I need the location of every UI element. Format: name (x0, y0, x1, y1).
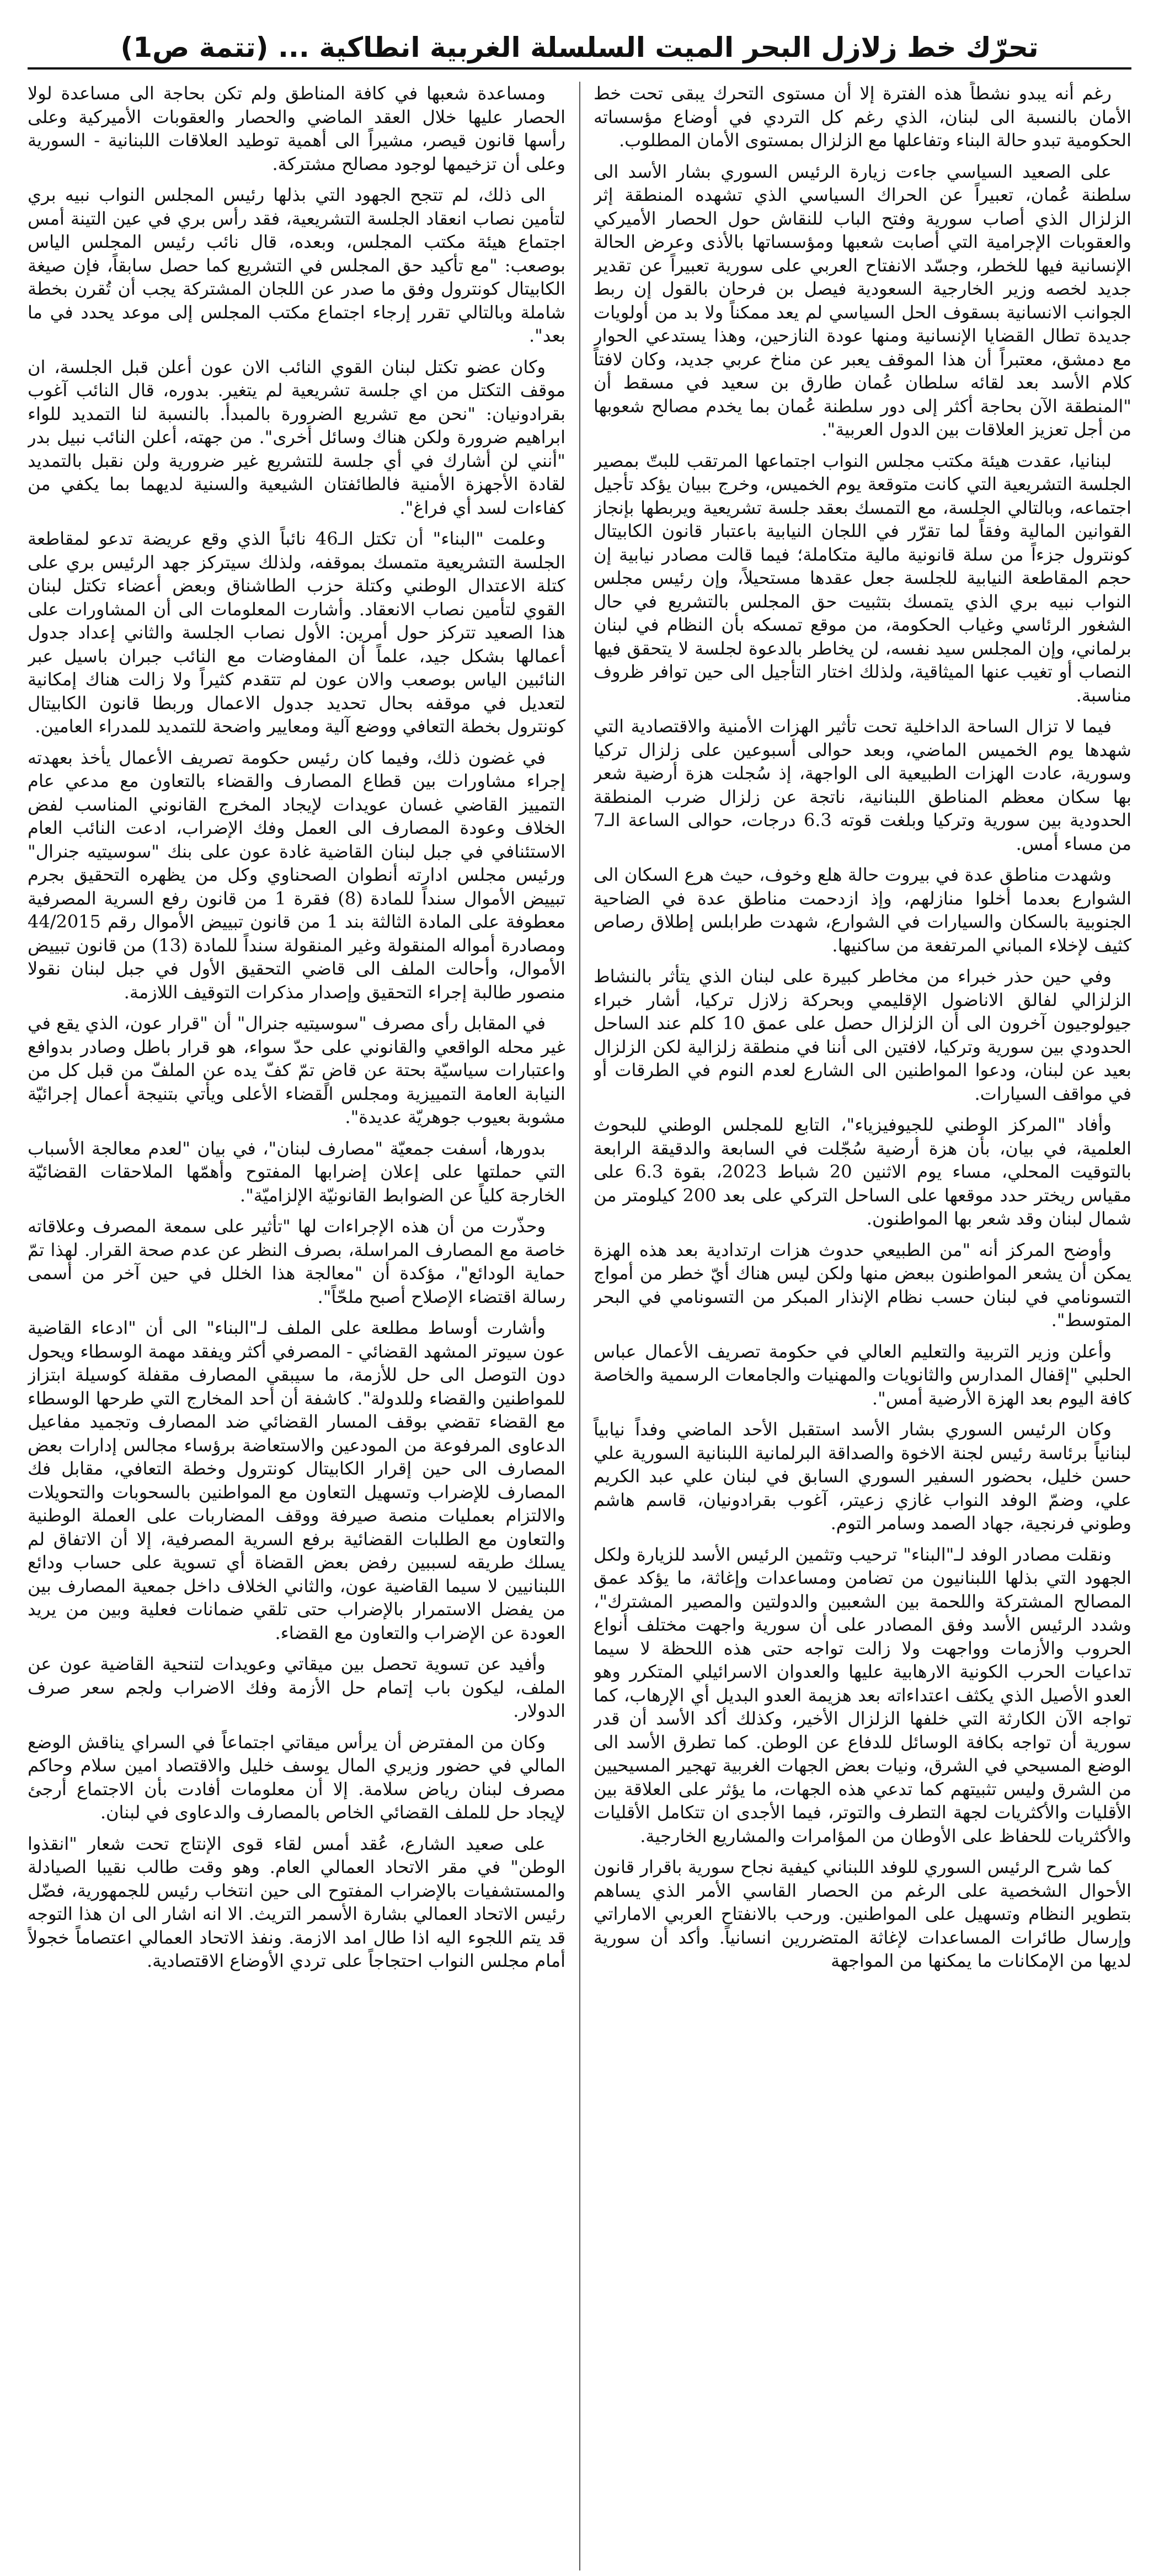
article-column-right (594, 82, 1131, 2570)
left-paragraph: وكان عضو تكتل لبنان القوي النائب الان عون أعلن قبل الجلسة، ان موقف التكتل من اي جلسة تشريعية لم يتغير. بدوره، قال النائب آغوب بقرادونيان: "نحن مع تشريع الضرورة بالمبدأ. بالنسبة لنا التمديد للواء ابراهيم ضرورة ولكن هناك وسائل أخرى". من جهته، أعلن النائب نبيل بدر "أنني لن أشارك في أي جلسة للتشريع غير ضرورية ولن نقبل بالتمديد لقادة الأجهزة الأمنية فالطائفتان الشيعية والسنية لديهما بما يكفي من كفاءات لسد أي فراغ". (28, 356, 565, 518)
right-paragraph: لبنانيا، عقدت هيئة مكتب مجلس النواب اجتماعها المرتقب للبتّ بمصير الجلسة التشريعية التي كانت متوقعة يوم الخميس، وخرج ببيان يؤكد تأجيل اجتماعه، وبالتالي الجلسة، مع التمسك بعقد جلسة تشريعية ويربطها بإنجاز القوانين المالية وفقاً لما تقرّر في اللجان النيابية باعتبار قانون الكابيتال كونترول جزءاً من سلة قانونية مالية متكاملة؛ فيما قالت مصادر نيابية إن حجم المقاطعة النيابية للجلسة جعل عقدها مستحيلاً، وإن رئيس مجلس النواب نبيه بري الذي يتمسك بتثبيت حق المجلس بالتشريع في حال الشغور الرئاسي وغياب الحكومة، من موقع تمسكه بأن النظام في لبنان برلماني، وإن المجلس سيد نفسه، لن يخاطر بالدعوة لجلسة لا يتحقق فيها النصاب أو تغيب عنها الميثاقية، ولذلك اختار التأجيل الى حين توافر ظروف مناسبة. (594, 450, 1131, 706)
left-paragraph: بدورها، أسفت جمعيّة "مصارف لبنان"، في بيان "لعدم معالجة الأسباب التي حملتها على إعلان إضرابها المفتوح وأهمّها الملاحقات القضائيّة الخارجة كلياً عن الضوابط القانونيّة الإلزاميّة". (28, 1137, 565, 1206)
left-paragraph: وحذّرت من أن هذه الإجراءات لها "تأثير على سمعة المصرف وعلاقاته خاصة مع المصارف المراسلة، بصرف النظر عن عدم صحة القرار. لهذا تمّ حماية الودائع"، مؤكدة أن "معالجة هذا الخلل في حين آخر من أسمى رسالة اقتضاء الإصلاح أصبح ملحّاً". (28, 1216, 565, 1307)
left-paragraph: وكان من المفترض أن يرأس ميقاتي اجتماعاً في السراي يناقش الوضع المالي في حضور وزيري المال يوسف خليل والاقتصاد امين سلام وحاكم مصرف لبنان رياض سلامة. إلا أن معلومات أفادت بأن الاجتماع أرجئ لإيجاد حل للملف القضائي الخاص بالمصارف والدعاوى في لبنان. (28, 1731, 565, 1823)
right-paragraph: وشهدت مناطق عدة في بيروت حالة هلع وخوف، حيث هرع السكان الى الشوارع بعدما أخلوا منازلهم، وإذ ازدحمت مناطق عدة في الضاحية الجنوبية بالسكان والسيارات في الشوارع، شهدت طرابلس إطلاق رصاص كثيف لإخلاء المباني المرتفعة من ساكنيها. (594, 864, 1131, 956)
left-paragraph: ومساعدة شعبها في كافة المناطق ولم تكن بحاجة الى مساعدة لولا الحصار عليها خلال العقد الماضي والحصار والعقوبات الأميركية وعلى رأسها قانون قيصر، مشيراً الى أهمية توطيد العلاقات اللبنانية - السورية وعلى أن تزخيمها لوجود مصالح مشتركة. (28, 83, 565, 174)
headline-text: تحرّك خط زلازل البحر الميت السلسلة الغربية انطاكية ... (تتمة ص1) (120, 31, 1039, 63)
left-paragraph: وأفيد عن تسوية تحصل بين ميقاتي وعويدات لتنحية القاضية عون عن الملف، ليكون باب إتمام حل الأزمة وفك الاضراب ولجم سعر صرف الدولار. (28, 1653, 565, 1721)
right-paragraph: ونقلت مصادر الوفد لـ"البناء" ترحيب وتثمين الرئيس الأسد للزيارة ولكل الجهود التي بذلها اللبنانيون من تضامن ومساعدات وإغاثة، ما يؤكد عمق المصالح المشتركة واللحمة بين الشعبين والدولتين والمصير المشترك"، وشدد الرئيس الأسد وفق المصادر على أن سورية واجهت مختلف أنواع الحروب والأزمات وواجهت ولا زالت تواجه حتى هذه اللحظة لا سيما تداعيات الحرب الكونية الارهابية عليها والعدوان الاسرائيلي المتكرر وهو العدو الأصيل الذي يكثف اعتداءاته بعد هزيمة العدو البديل أي الإرهاب، كما تواجه الآن الكارثة التي خلفها الزلزال الأخير، وكذلك أكد الأسد أن قدر سورية أن تواجه بكافة الوسائل للدفاع عن الوطن. كما تطرق الأسد الى الوضع المسيحي في الشرق، ونيات بعض الجهات الغربية تهجير المسيحيين من الشرق وليس تثبيتهم كما تدعي هذه الجهات، ما يؤثر على العلاقة بين الأقليات والأكثريات لجهة التطرف والتوتر، فيما الأجدى ان تتكامل الأقليات والأكثريات للحفاظ على الأوطان من المؤامرات والمشاريع الخارجية. (594, 1544, 1131, 1846)
left-paragraph: على صعيد الشارع، عُقد أمس لقاء قوى الإنتاج تحت شعار "انقذوا الوطن" في مقر الاتحاد العمالي العام. وهو وقت طالب نقيبا الصيادلة والمستشفيات بالإضراب المفتوح الى حين انتخاب رئيس للجمهورية، فضّل رئيس الاتحاد العمالي بشارة الأسمر التريث. الا انه اشار الى ان هذا التوجه قد يتم اللجوء اليه اذا طال امد الازمة. ونفذ الاتحاد العمالي اعتصاماً خجولاً أمام مجلس النواب احتجاجاً على تردي الأوضاع الاقتصادية. (28, 1833, 565, 1971)
right-paragraph: وأعلن وزير التربية والتعليم العالي في حكومة تصريف الأعمال عباس الحلبي "إقفال المدارس والثانويات والمهنيات والجامعات الرسمية والخاصة كافة اليوم بعد الهزة الأرضية أمس". (594, 1340, 1131, 1409)
right-paragraph: رغم أنه يبدو نشطاً هذه الفترة إلا أن مستوى التحرك يبقى تحت خط الأمان بالنسبة الى لبنان، الذي رغم كل التردي في أوضاع مؤسساته الحكومية تبدو حالة البناء وتفاعلها مع الزلزال بمستوى الأمان المطلوب. (594, 83, 1131, 151)
right-paragraph: وفي حين حذر خبراء من مخاطر كبيرة على لبنان الذي يتأثر بالنشاط الزلزالي لفالق الاناضول الإقليمي وبحركة زلازل تركيا، أشار خبراء جيولوجيون آخرون الى أن الزلزال حصل على عمق 10 كلم عند الساحل الحدودي بين سورية وتركيا، لافتين الى أننا في منطقة زلزالية لكن الزلزال بعيد عن لبنان، ودعوا المواطنين الى الشارع لعدم النوم في الطرقات أو في مواقف السيارات. (594, 966, 1131, 1104)
right-paragraph: كما شرح الرئيس السوري للوفد اللبناني كيفية نجاح سورية باقرار قانون الأحوال الشخصية على الرغم من الحصار القاسي الأمر الذي يساهم بتطوير النظام وتسهيل على المواطنين. ورحب بالانفتاح العربي الاماراتي وإرسال طائرات المساعدات لإغاثة المتضررين انسانياً. وأكد أن سورية لديها من الإمكانات ما يمكنها من المواجهة (594, 1856, 1131, 1971)
right-paragraph: وأفاد "المركز الوطني للجيوفيزياء"، التابع للمجلس الوطني للبحوث العلمية، في بيان، بأن هزة أرضية سُجّلت في السابعة والدقيقة الرابعة بالتوقيت المحلي، مساء يوم الاثنين 20 شباط 2023، بقوة 6.3 على مقياس ريختر حدد موقعها على الساحل التركي على بعد 200 كيلومتر من شمال لبنان وقد شعر بها المواطنون. (594, 1114, 1131, 1229)
left-paragraph: وعلمت "البناء" أن تكتل الـ46 نائباً الذي وقع عريضة تدعو لمقاطعة الجلسة التشريعية متمسك بموقفه، ولذلك سيتركز جهد الرئيس بري على كتلة الاعتدال الوطني وكتلة حزب الطاشناق وبعض أعضاء تكتل لبنان القوي لتأمين نصاب الانعقاد. وأشارت المعلومات الى أن المشاورات على هذا الصعيد تتركز حول أمرين: الأول نصاب الجلسة والثاني إعداد جدول أعمالها بشكل جيد، علماً أن المفاوضات مع النائب جبران باسيل عبر النائبين الياس بوصعب والان عون لم تتقدم كثيراً ولا زالت هناك إمكانية لتعديل في موقفه بحال تحديد جدول الاعمال وربطا قانون الكابيتال كونترول بخطة التعافي ووضع آلية ومعايير واضحة للتمديد للمدراء العامين. (28, 528, 565, 737)
left-paragraph: الى ذلك، لم تتجح الجهود التي بذلها رئيس المجلس النواب نبيه بري لتأمين نصاب انعقاد الجلسة التشريعية، فقد رأس بري في عين التينة أمس اجتماع هيئة مكتب المجلس، وبعده، قال نائب رئيس المجلس الياس بوصعب: "مع تأكيد حق المجلس في التشريع كما حصل سابقاً، فإن صيغة الكابيتال كونترول وفق ما صدر عن اللجان المشتركة يجب أن تُقرن بخطة شاملة وبالتالي تقرر إرجاء اجتماع مكتب المجلس إلى موعد يحدد في ما بعد". (28, 184, 565, 346)
article-column-left (28, 82, 565, 2570)
right-paragraph: على الصعيد السياسي جاءت زيارة الرئيس السوري بشار الأسد الى سلطنة عُمان، تعبيراً عن الحراك السياسي الذي تشهده المنطقة إثر الزلزال الذي أصاب سورية وفتح الباب للنقاش حول الحصار الأميركي والعقوبات الإجرامية التي أصابت شعبها ومؤسساتها بالأذى وعرض الحالة الإنسانية فيها للخطر، وجسّد الانفتاح العربي على سورية تعبيراً عن تقدير جديد لخصه وزير الخارجية السعودية فيصل بن فرحان بالقول إن ربط الجوانب الانسانية بسقوف الحل السياسي لم يعد ممكناً ولا بد من أولويات جديدة تطال القضايا الإنسانية ومنها عودة النازحين، وهذا يستدعي الحوار مع دمشق، معتبراً أن هذا الموقف يعبر عن مناخ عربي جديد، وكان لافتاً كلام الأسد بعد لقائه سلطان عُمان طارق بن سعيد في مسقط أن "المنطقة الآن بحاجة أكثر إلى دور سلطنة عُمان بما يخدم مصالح شعوبها من أجل تعزيز العلاقات بين الدول العربية". (594, 161, 1131, 440)
article-columns (28, 82, 1131, 2570)
left-paragraph: وأشارت أوساط مطلعة على الملف لـ"البناء" الى أن "ادعاء القاضية عون سيوتر المشهد القضائي - المصرفي أكثر ويفقد مهمة الوسطاء ويحول دون التوصل الى حل للأزمة، ما سيبقي المصارف مقفلة كوسيلة ابتزاز للمواطنين والقضاء وللدولة". كاشفة أن أحد المخارج التي طرحها الوسطاء مع القضاء تقضي بوقف المسار القضائي ضد المصارف وتجميد مفاعيل الدعاوى المرفوعة من المودعين والاستعاضة برؤساء مجالس إدارات بعض المصارف الى حين إقرار الكابيتال كونترول وخطة التعافي، مقابل فك المصارف للإضراب وتسهيل التعاون مع المواطنين بالسحوبات والتحويلات والالتزام بعمليات منصة صيرفة ووقف المضاربات على العملة الوطنية والتعاون مع الطلبات القضائية برفع السرية المصرفية، إلا أن الاتفاق لم يسلك طريقه لسببين رفض بعض القضاة أي تسوية على حساب ودائع اللبنانيين لا سيما القاضية عون، والثاني الخلاف داخل جمعية المصارف بين من يفضل الاستمرار بالإضراب حتى تلقي ضمانات فعلية وبين من يريد العودة عن الإضراب والتعاون مع القضاء. (28, 1317, 565, 1643)
left-paragraph: في المقابل رأى مصرف "سوسيتيه جنرال" أن "قرار عون، الذي يقع في غير محله الواقعي والقانوني على حدّ سواء، هو قرار باطل وصادر بدوافع واعتبارات سياسيّة بحتة عن قاضٍ تمّ كفّ يده عن الملفّ من قبل كل من النيابة العامة التمييزية ومجلس القضاء الأعلى ويأتي بتنيجة أعمال إجرائيّة مشوبة بعيوب جوهريّة عديدة". (28, 1013, 565, 1127)
article-headline (28, 28, 1131, 70)
column-divider (579, 82, 580, 2570)
right-paragraph: وكان الرئيس السوري بشار الأسد استقبل الأحد الماضي وفداً نيابياً لبنانياً برئاسة رئيس لجنة الاخوة والصداقة البرلمانية اللبنانية السورية علي حسن خليل، بحضور السفير السوري السابق في لبنان علي عبد الكريم علي، وضمّ الوفد النواب غازي زعيتر، آغوب بقرادونيان، قاسم هاشم وطوني فرنجية، جهاد الصمد وسامر التوم. (594, 1419, 1131, 1534)
right-paragraph: وأوضح المركز أنه "من الطبيعي حدوث هزات ارتدادية بعد هذه الهزة يمكن أن يشعر المواطنون ببعض منها ولكن ليس هناك أيّ خطر من أمواج التسونامي في لبنان حسب نظام الإنذار المبكر من التسونامي في البحر المتوسط". (594, 1239, 1131, 1330)
right-paragraph: فيما لا تزال الساحة الداخلية تحت تأثير الهزات الأمنية والاقتصادية التي شهدها يوم الخميس الماضي، وبعد حوالى أسبوعين على زلزال تركيا وسورية، عادت الهزات الطبيعية الى الواجهة، إذ سُجلت هزة أرضية شعر بها سكان معظم المناطق اللبنانية، ناتجة عن زلزال ضرب المنطقة الحدودية بين سورية وتركيا وبلغت قوته 6.3 درجات، حوالى الساعة الـ7 من مساء أمس. (594, 716, 1131, 854)
left-paragraph: في غضون ذلك، وفيما كان رئيس حكومة تصريف الأعمال يأخذ بعهدته إجراء مشاورات بين قطاع المصارف والقضاء بالتعاون مع مدعي عام التمييز القاضي غسان عويدات لإيجاد المخرج القانوني المناسب لفض الخلاف وعودة المصارف الى العمل وفك الإضراب، ادعت النائب العام الاستئنافي في جبل لبنان القاضية غادة عون على بنك "سوسيتيه جنرال" ورئيس مجلس ادارته أنطوان الصحناوي وكل من يظهره التحقيق بجرم تبييض الأموال سنداً للمادة (8) فقرة 1 من قانون رفع السرية المصرفية معطوفة على المادة الثالثة بند 1 من قانون تبييض الأموال رقم 44/2015 ومصادرة أمواله المنقولة وغير المنقولة سنداً للمادة (13) من قانون تبييض الأموال، وأحالت الملف الى قاضي التحقيق الأول في جبل لبنان نقولا منصور طالبة إجراء التحقيق وإصدار مذكرات التوقيف اللازمة. (28, 747, 565, 1003)
